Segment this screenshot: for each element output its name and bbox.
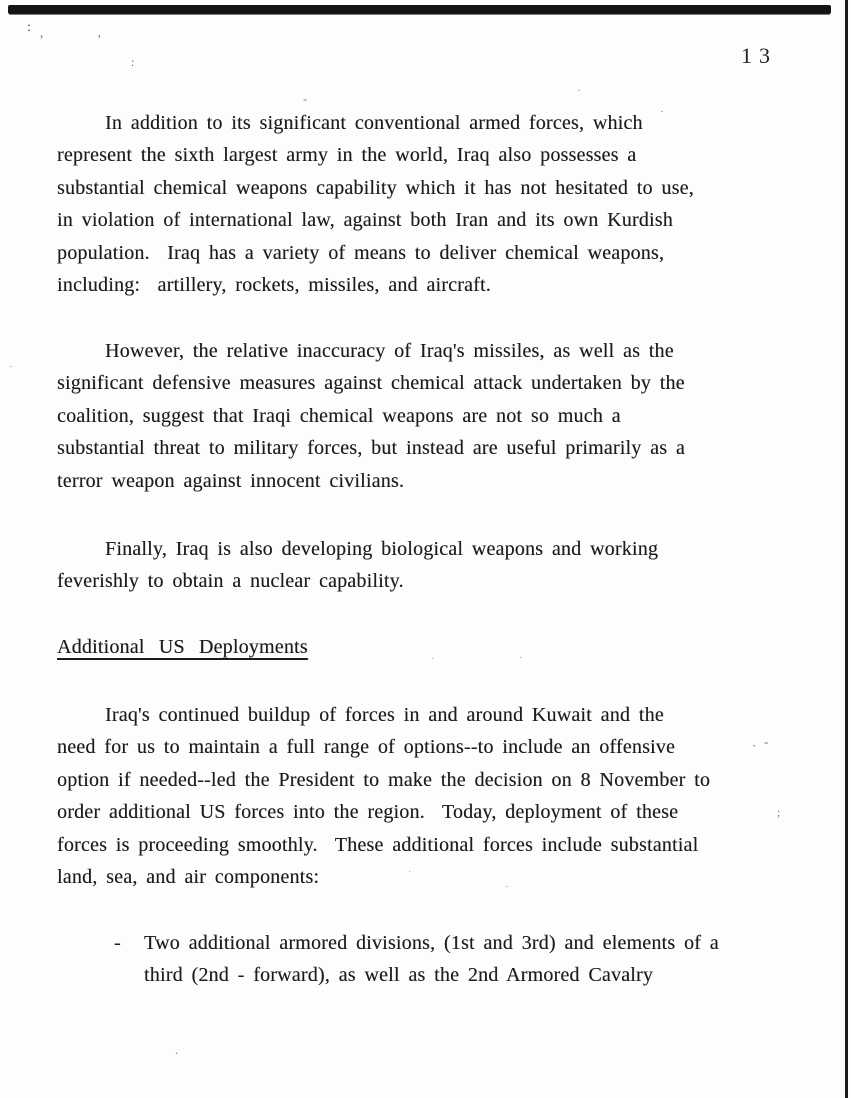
bullet-item-armored-divisions [114, 927, 814, 992]
scan-speck: . [175, 1042, 179, 1057]
section-heading-text: Additional US Deployments [57, 636, 308, 658]
scan-speck: : [27, 20, 31, 35]
text-line: Iraq's continued buildup of forces in and around Kuwait and the [105, 704, 664, 726]
text-line: substantial chemical weapons capability which it has not hesitated to use, [57, 176, 694, 199]
text-line: However, the relative inaccuracy of Iraq's missiles, as well as the [105, 340, 674, 362]
text-line: in violation of international law, against both Iran and its own Kurdish [57, 209, 673, 232]
bullet-text [144, 927, 814, 992]
text-line: option if needed--led the President to make the decision on 8 November to [57, 768, 711, 791]
text-line: substantial threat to military forces, but instead are useful primarily as a [57, 437, 685, 460]
scan-speck: · [9, 361, 13, 373]
scan-speck: - [764, 734, 769, 749]
text-line: need for us to maintain a full range of options--to include an offensive [57, 736, 676, 759]
text-line: land, sea, and air components: [57, 866, 320, 889]
scan-speck: · [519, 652, 523, 664]
paragraph-additional-deployments [57, 699, 757, 893]
scan-speck: · [408, 867, 412, 878]
text-line: forces is proceeding smoothly. These additional forces include substantial [57, 833, 699, 856]
text-line: including: artillery, rockets, missiles, and aircraft. [57, 274, 491, 297]
scan-speck: · [431, 653, 435, 665]
section-heading [57, 631, 757, 663]
scan-speck: · [577, 83, 581, 97]
paragraph-missile-inaccuracy [57, 335, 757, 497]
right-edge-scan-line [845, 0, 848, 1098]
scan-speck: : [131, 55, 135, 69]
text-line: third (2nd - forward), as well as the 2nd Armored Cavalry [144, 964, 654, 987]
scan-speck: , [40, 25, 44, 40]
text-line: significant defensive measures against chemical attack undertaken by the [57, 372, 685, 395]
page-number: 13 [741, 43, 777, 68]
paragraph-biological-nuclear [57, 533, 757, 598]
scan-speck: · [752, 738, 757, 753]
text-line: population. Iraq has a variety of means to deliver chemical weapons, [57, 241, 665, 264]
paragraph-chemical-weapons [57, 104, 757, 301]
text-line: terror weapon against innocent civilians. [57, 469, 405, 492]
text-line: Two additional armored divisions, (1st and 3rd) and elements of a [144, 932, 719, 954]
text-line: represent the sixth largest army in the world, Iraq also possesses a [57, 144, 637, 167]
text-line: order additional US forces into the region. Today, deployment of these [57, 801, 679, 824]
top-scan-bar [8, 5, 831, 14]
scan-speck: - [303, 91, 308, 106]
text-line: coalition, suggest that Iraqi chemical weapons are not so much a [57, 404, 621, 427]
scan-speck: ' [98, 33, 101, 48]
scan-speck: ; [777, 805, 781, 819]
scan-speck: · [660, 104, 664, 118]
bullet-dash-marker: - [114, 932, 121, 954]
text-line: Finally, Iraq is also developing biological weapons and working [105, 538, 659, 560]
text-line: feverishly to obtain a nuclear capability. [57, 570, 404, 593]
scan-speck: · [505, 881, 509, 893]
text-line: In addition to its significant conventional armed forces, which [105, 112, 643, 134]
